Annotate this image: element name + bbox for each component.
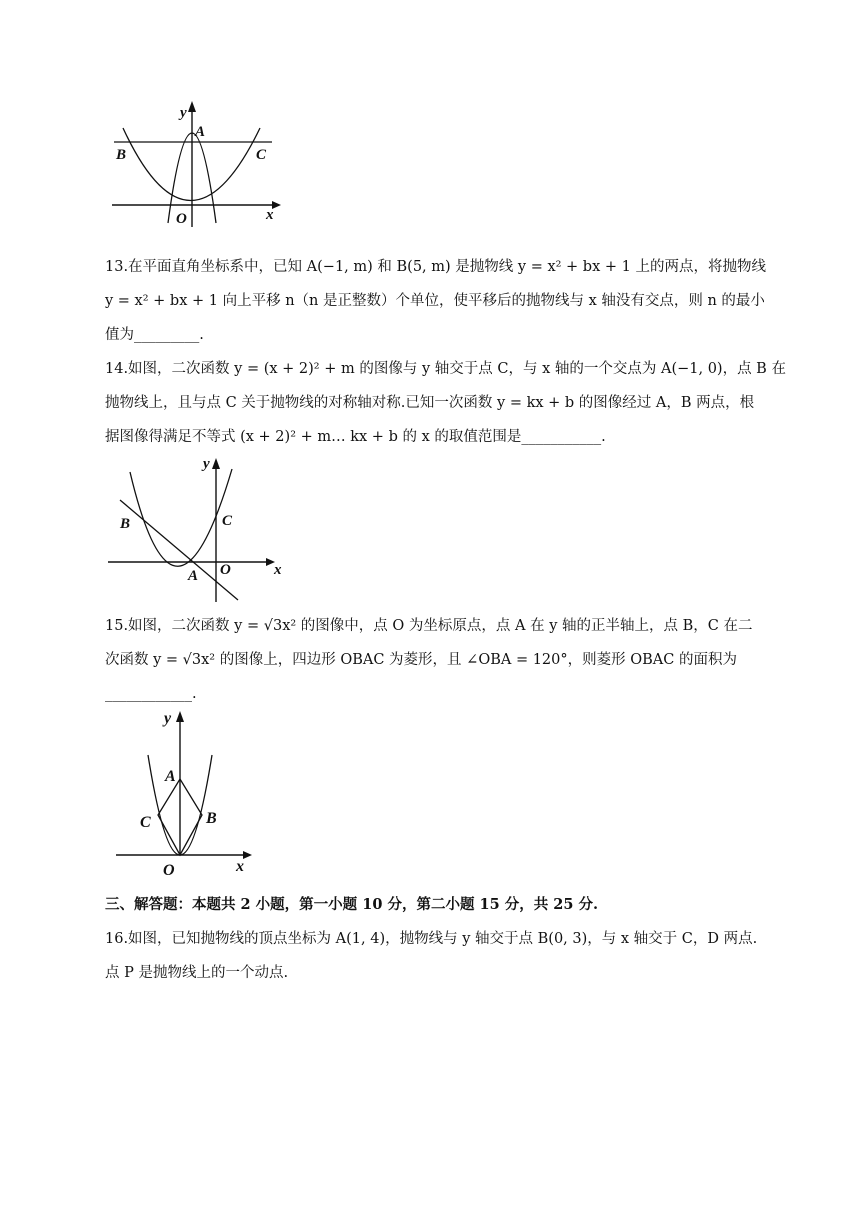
q16-line-2: 点 P 是抛物线上的一个动点. bbox=[105, 965, 289, 981]
q15-line-2: 次函数 y = √3x² 的图像上，四边形 OBAC 为菱形，且 ∠OBA = 120°，则菱形 OBAC 的面积为 bbox=[105, 652, 737, 668]
figure-q14-svg bbox=[100, 452, 295, 607]
figure-q12 bbox=[100, 95, 290, 235]
label-c: C bbox=[256, 147, 267, 163]
line-ab bbox=[120, 500, 238, 600]
label-o: O bbox=[163, 862, 175, 879]
label-x: x bbox=[274, 562, 282, 578]
label-x: x bbox=[236, 858, 244, 875]
figure-q12-svg bbox=[100, 95, 290, 235]
x-axis-arrow bbox=[243, 851, 252, 859]
q15-line-3: ____________. bbox=[105, 686, 197, 702]
label-b: B bbox=[120, 516, 131, 532]
label-y: y bbox=[164, 710, 172, 727]
label-c: C bbox=[222, 513, 233, 529]
label-y: y bbox=[180, 105, 187, 121]
label-o: O bbox=[220, 562, 231, 578]
label-c: C bbox=[140, 814, 151, 831]
y-axis-arrow bbox=[212, 458, 220, 469]
y-axis-arrow bbox=[188, 101, 196, 112]
question-15 bbox=[105, 609, 755, 711]
q14-line-1: 14.如图，二次函数 y = (x + 2)² + m 的图像与 y 轴交于点 C，与 x 轴的一个交点为 A(−1, 0)，点 B 在 bbox=[105, 361, 786, 377]
label-a: A bbox=[195, 124, 206, 140]
label-a: A bbox=[188, 568, 199, 584]
label-o: O bbox=[176, 211, 187, 227]
q15-line-1: 15.如图，二次函数 y = √3x² 的图像中，点 O 为坐标原点，点 A 在 y 轴的正半轴上，点 B，C 在二 bbox=[105, 618, 753, 634]
label-a: A bbox=[165, 768, 176, 785]
label-b: B bbox=[206, 810, 217, 827]
label-y: y bbox=[203, 456, 210, 472]
question-14 bbox=[105, 352, 786, 454]
y-axis-arrow bbox=[176, 711, 184, 722]
q13-line-3: 值为_________. bbox=[105, 327, 204, 343]
label-b: B bbox=[116, 147, 127, 163]
question-16 bbox=[105, 922, 758, 990]
q14-line-2: 抛物线上，且与点 C 关于抛物线的对称轴对称.已知一次函数 y = kx + b 的图像经过 A，B 两点，根 bbox=[105, 395, 755, 411]
figure-q14 bbox=[100, 452, 295, 607]
label-x: x bbox=[266, 207, 274, 223]
figure-q15 bbox=[110, 705, 260, 885]
q13-line-2: y = x² + bx + 1 向上平移 n（n 是正整数）个单位，使平移后的抛物线与 x 轴没有交点，则 n 的最小 bbox=[105, 293, 765, 309]
section-3-heading: 三、解答题：本题共 2 小题，第一小题 10 分，第二小题 15 分，共 25 分. bbox=[105, 896, 599, 913]
q14-line-3: 据图像得满足不等式 (x + 2)² + m… kx + b 的 x 的取值范围是___________. bbox=[105, 429, 606, 445]
question-13 bbox=[105, 250, 766, 352]
figure-q15-svg bbox=[110, 705, 260, 885]
q16-line-1: 16.如图，已知抛物线的顶点坐标为 A(1, 4)，抛物线与 y 轴交于点 B(0, 3)，与 x 轴交于 C，D 两点. bbox=[105, 931, 758, 947]
q13-line-1: 13.在平面直角坐标系中，已知 A(−1, m) 和 B(5, m) 是抛物线 y = x² + bx + 1 上的两点，将抛物线 bbox=[105, 259, 766, 275]
